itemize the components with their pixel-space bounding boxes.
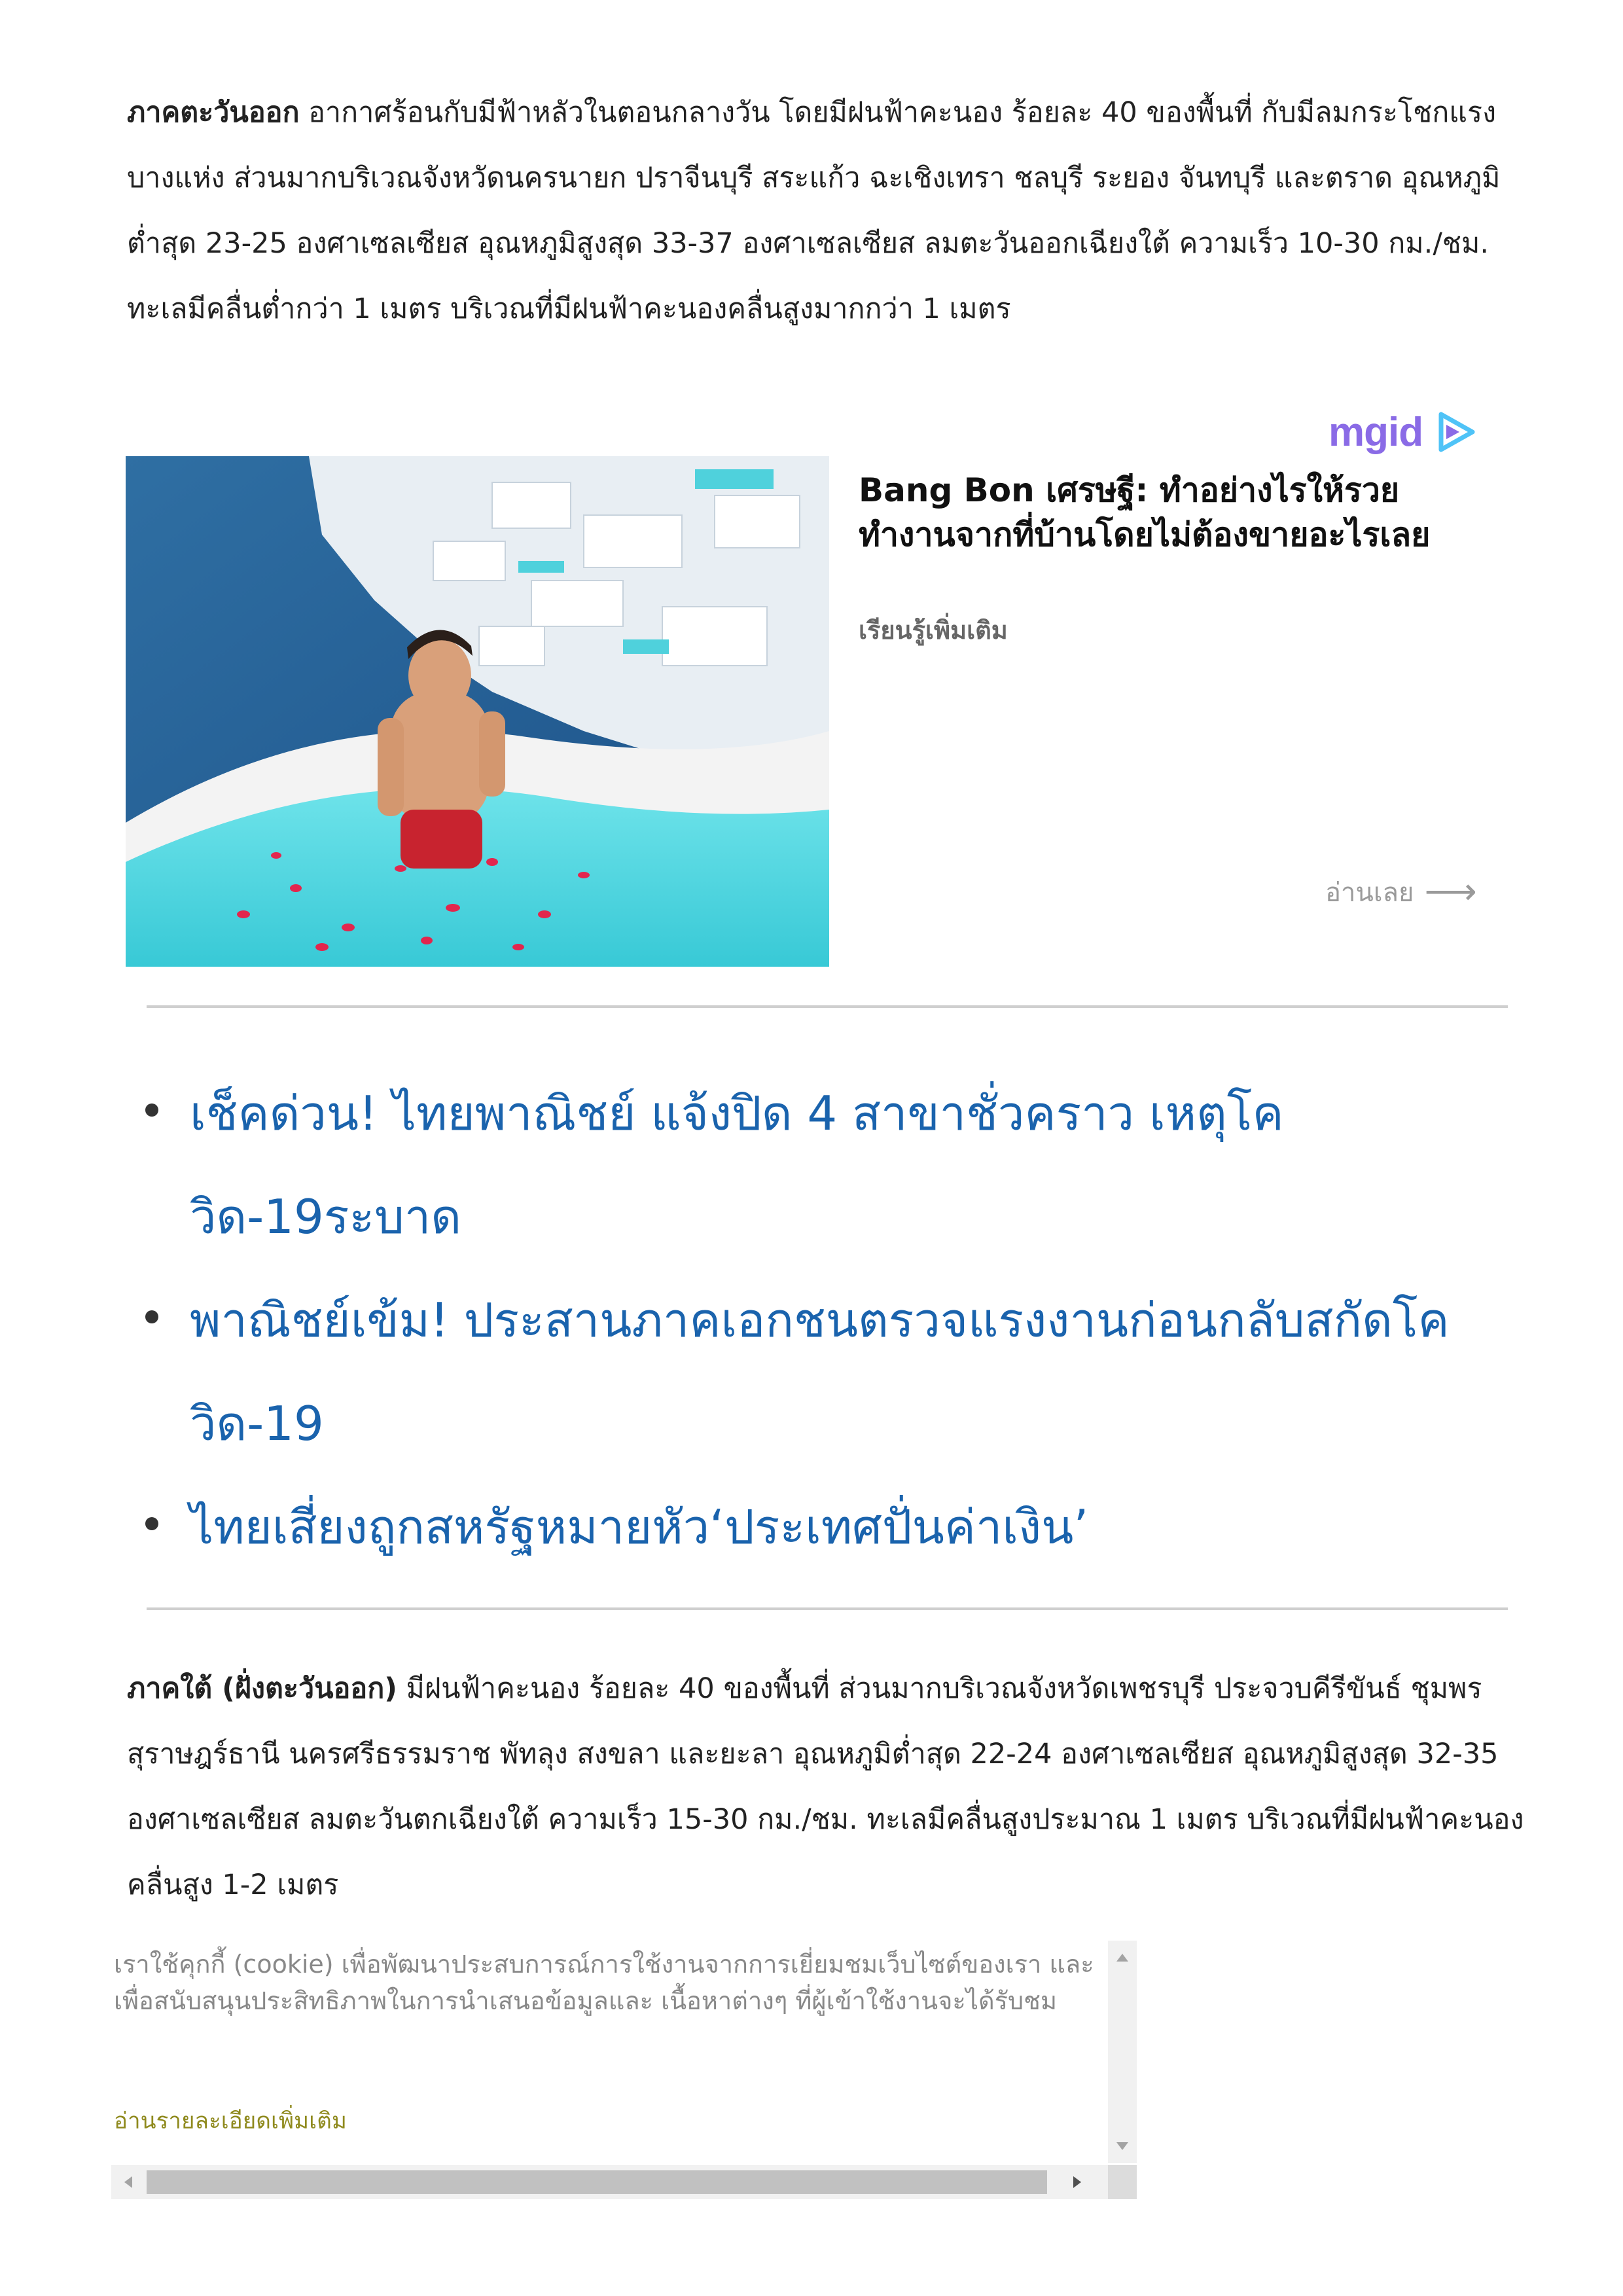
related-news-item[interactable]: ไทยเสี่ยงถูกสหรัฐหมายหัว‘ประเทศปั่นค่าเงิน’ (131, 1475, 1505, 1579)
ad-learn-more-link[interactable]: เรียนรู้เพิ่มเติม (859, 616, 1008, 645)
ad-choices-icon (1432, 409, 1478, 455)
divider (147, 1607, 1508, 1610)
read-now-label: อ่านเลย (1325, 877, 1414, 908)
related-news-item[interactable]: พาณิชย์เข้ม! ประสานภาคเอกชนตรวจแรงงานก่อนกลับสกัดโควิด-19 (131, 1268, 1505, 1475)
cookie-details-link[interactable]: อ่านรายละเอียดเพิ่มเติม (114, 2108, 347, 2134)
region-label: ภาคตะวันออก (127, 96, 300, 129)
paragraph-text: มีฝนฟ้าคะนอง ร้อยละ 40 ของพื้นที่ ส่วนมากบริเวณจังหวัดเพชรบุรี ประจวบคีรีขันธ์ ชุมพร สุราษฎร์ธานี นครศรีธรรมราช พัทลุง สงขลา และยะลา อุณหภูมิต่ำสุด 22-24 องศาเซลเซียส อุณหภูมิสูงสุด 32-35 องศาเซลเซียส ลมตะวันตกเฉียงใต้ ความเร็ว 15-30 กม./ชม. ทะเลมีคลื่นสูงประมาณ 1 เมตร บริเวณที่มีฝนฟ้าคะนองคลื่นสูง 1-2 เมตร (127, 1672, 1524, 1901)
divider (147, 1005, 1508, 1008)
paragraph-text: อากาศร้อนกับมีฟ้าหลัวในตอนกลางวัน โดยมีฝนฟ้าคะนอง ร้อยละ 40 ของพื้นที่ กับมีลมกระโชกแรงบางแห่ง ส่วนมากบริเวณจังหวัดนครนายก ปราจีนบุรี สระแก้ว ฉะเชิงเทรา ชลบุรี ระยอง จันทบุรี และตราด อุณหภูมิต่ำสุด 23-25 องศาเซลเซียส อุณหภูมิสูงสุด 33-37 องศาเซลเซียส ลมตะวันออกเฉียงใต้ ความเร็ว 10-30 กม./ชม. ทะเลมีคลื่นต่ำกว่า 1 เมตร บริเวณที่มีฝนฟ้าคะนองคลื่นสูงมากกว่า 1 เมตร (127, 96, 1501, 325)
ad-image[interactable] (126, 456, 829, 967)
scroll-right-icon[interactable] (1073, 2176, 1081, 2188)
arrow-right-icon: ⟶ (1424, 870, 1477, 913)
scroll-left-icon[interactable] (124, 2176, 132, 2188)
mgid-logo[interactable] (1329, 406, 1478, 458)
region-label: ภาคใต้ (ฝั่งตะวันออก) (127, 1672, 397, 1705)
scrollbar-thumb[interactable] (147, 2170, 1047, 2194)
ad-read-now-link[interactable] (1325, 870, 1477, 913)
scroll-up-icon[interactable] (1116, 1954, 1128, 1962)
cookie-notice[interactable] (111, 1941, 1137, 2199)
weather-paragraph-south (127, 1656, 1534, 1918)
cookie-text: เราใช้คุกกี้ (cookie) เพื่อพัฒนาประสบการณ์การใช้งานจากการเยี่ยมชมเว็บไซต์ของเรา และเพื่อสนับสนุนประสิทธิภาพในการนำเสนอข้อมูลและ เนื้อหาต่างๆ ที่ผู้เข้าใช้งานจะได้รับชม (114, 1950, 1094, 2015)
related-news-item[interactable]: เช็คด่วน! ไทยพาณิชย์ แจ้งปิด 4 สาขาชั่วคราว เหตุโควิด-19ระบาด (131, 1062, 1505, 1268)
vertical-scrollbar[interactable] (1108, 1941, 1137, 2163)
horizontal-scrollbar[interactable] (111, 2165, 1137, 2199)
related-news-list (131, 1062, 1505, 1579)
ad-brand: mgid (1329, 409, 1423, 455)
scrollbar-corner (1108, 2165, 1137, 2199)
scroll-down-icon[interactable] (1116, 2142, 1128, 2150)
ad-headline[interactable]: Bang Bon เศรษฐี: ทำอย่างไรให้รวย ทำงานจากที่บ้านโดยไม่ต้องขายอะไรเลย (859, 471, 1431, 554)
weather-paragraph-east (127, 80, 1534, 342)
